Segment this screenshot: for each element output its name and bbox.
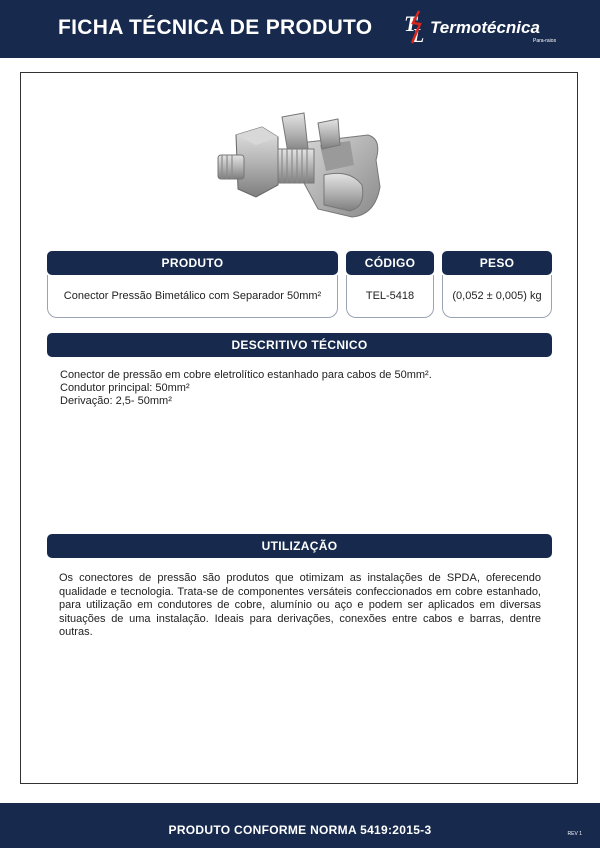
page-footer bbox=[0, 803, 600, 848]
descritivo-text bbox=[60, 369, 540, 408]
utilizacao-text: Os conectores de pressão são produtos que otimizam as instalações de SPDA, oferecendo qualidade e tecnologia. Trata-se de componentes versáteis confeccionados em cobre estanhado, para utilização em condutores de cobre, alumínio ou aço e podem ser aplicados em diversas situações de uma instalação. Ideais para derivações, conexões entre cabos e barras, dentre outras. bbox=[59, 572, 541, 638]
utilizacao-heading: UTILIZAÇÃO bbox=[47, 534, 552, 558]
product-weight-value: (0,052 ± 0,005) kg bbox=[442, 275, 552, 318]
brand-name: Termotécnica bbox=[430, 18, 540, 37]
svg-text:T: T bbox=[404, 11, 418, 36]
descritivo-line: Condutor principal: 50mm² bbox=[60, 382, 190, 394]
page-header bbox=[0, 0, 600, 58]
product-name-value: Conector Pressão Bimetálico com Separador 50mm² bbox=[47, 275, 338, 318]
product-weight-header: PESO bbox=[442, 251, 552, 275]
page-title: FICHA TÉCNICA DE PRODUTO bbox=[58, 16, 373, 39]
descritivo-heading: DESCRITIVO TÉCNICO bbox=[47, 333, 552, 357]
svg-text:L: L bbox=[412, 25, 425, 45]
descritivo-line: Derivação: 2,5- 50mm² bbox=[60, 395, 172, 407]
brand-subtitle: Para-raios bbox=[533, 38, 557, 44]
descritivo-line: Conector de pressão em cobre eletrolítico estanhado para cabos de 50mm². bbox=[60, 369, 432, 381]
product-name-header: PRODUTO bbox=[47, 251, 338, 275]
revision-label: REV 1 bbox=[567, 831, 582, 837]
termotecnica-logo-icon bbox=[403, 9, 433, 45]
product-code-header: CÓDIGO bbox=[346, 251, 434, 275]
product-image bbox=[200, 105, 400, 227]
product-code-value: TEL-5418 bbox=[346, 275, 434, 318]
norm-compliance-text: PRODUTO CONFORME NORMA 5419:2015-3 bbox=[168, 823, 432, 837]
